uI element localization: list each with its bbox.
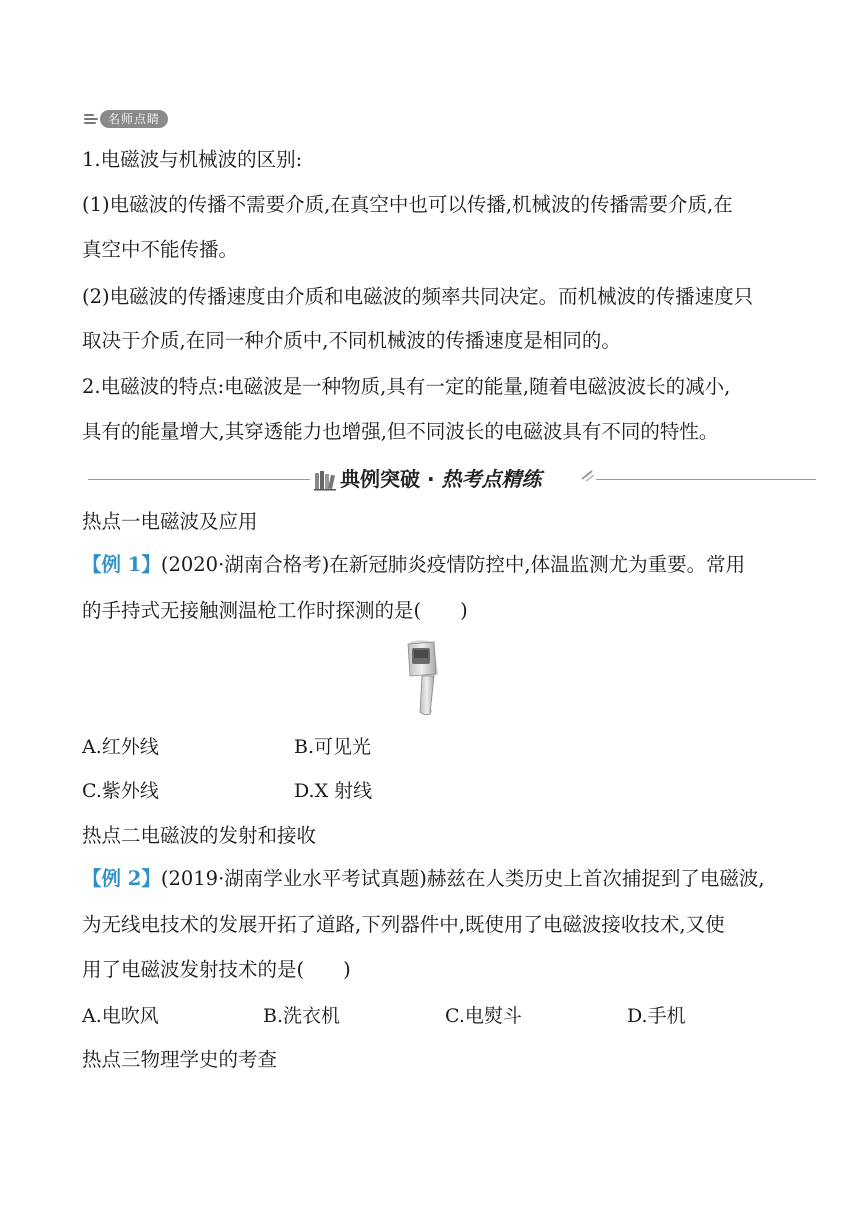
sparkle-icon bbox=[580, 467, 596, 483]
pen-icon bbox=[84, 114, 98, 124]
section-title bbox=[340, 465, 542, 493]
tips-paragraph: 取决于介质,在同一种介质中,不同机械波的传播速度是相同的。 bbox=[82, 329, 621, 352]
option-d[interactable]: D.X 射线 bbox=[294, 780, 373, 802]
tips-paragraph: 真空中不能传播。 bbox=[82, 238, 239, 261]
example-text: (2019·湖南学业水平考试真题)赫兹在人类历史上首次捕捉到了电磁波, bbox=[160, 867, 765, 890]
divider-rule bbox=[596, 479, 816, 480]
option-a[interactable]: A.电吹风 bbox=[82, 1005, 159, 1027]
hotspot-title: 热点三物理学史的考查 bbox=[82, 1048, 278, 1071]
thermometer-gun-illustration bbox=[400, 638, 450, 718]
option-c[interactable]: C.紫外线 bbox=[82, 780, 159, 802]
option-d[interactable]: D.手机 bbox=[627, 1005, 686, 1027]
books-icon bbox=[314, 469, 336, 491]
section-title-main: 典例突破 · bbox=[340, 467, 442, 491]
tips-paragraph: 2.电磁波的特点:电磁波是一种物质,具有一定的能量,随着电磁波波长的减小, bbox=[82, 375, 731, 398]
option-a[interactable]: A.红外线 bbox=[82, 736, 159, 758]
option-b[interactable]: B.可见光 bbox=[294, 736, 372, 758]
option-b[interactable]: B.洗衣机 bbox=[263, 1005, 341, 1027]
example-line: 用了电磁波发射技术的是( ) bbox=[82, 958, 351, 981]
example-text: (2020·湖南合格考)在新冠肺炎疫情防控中,体温监测尤为重要。常用 bbox=[160, 553, 746, 576]
example-tag: 【例 2】 bbox=[82, 867, 161, 890]
section-title-emphasis: 热考点精练 bbox=[441, 467, 542, 491]
divider-rule bbox=[88, 479, 310, 480]
hotspot-title: 热点二电磁波的发射和接收 bbox=[82, 824, 317, 847]
tips-heading: 1.电磁波与机械波的区别: bbox=[82, 148, 303, 171]
tips-paragraph: 具有的能量增大,其穿透能力也增强,但不同波长的电磁波具有不同的特性。 bbox=[82, 420, 719, 443]
hotspot-title: 热点一电磁波及应用 bbox=[82, 510, 258, 533]
tips-badge-label: 名师点睛 bbox=[100, 110, 168, 128]
example-line: 的手持式无接触测温枪工作时探测的是( ) bbox=[82, 599, 468, 622]
tips-paragraph: (1)电磁波的传播不需要介质,在真空中也可以传播,机械波的传播需要介质,在 bbox=[82, 193, 733, 216]
example-line: 为无线电技术的发展开拓了道路,下列器件中,既使用了电磁波接收技术,又使 bbox=[82, 913, 725, 936]
tips-paragraph: (2)电磁波的传播速度由介质和电磁波的频率共同决定。而机械波的传播速度只 bbox=[82, 285, 754, 308]
example-line bbox=[82, 865, 765, 893]
tips-badge bbox=[84, 110, 168, 128]
example-tag: 【例 1】 bbox=[82, 553, 161, 576]
option-c[interactable]: C.电熨斗 bbox=[445, 1005, 522, 1027]
example-line bbox=[82, 551, 745, 579]
section-divider bbox=[88, 467, 816, 493]
